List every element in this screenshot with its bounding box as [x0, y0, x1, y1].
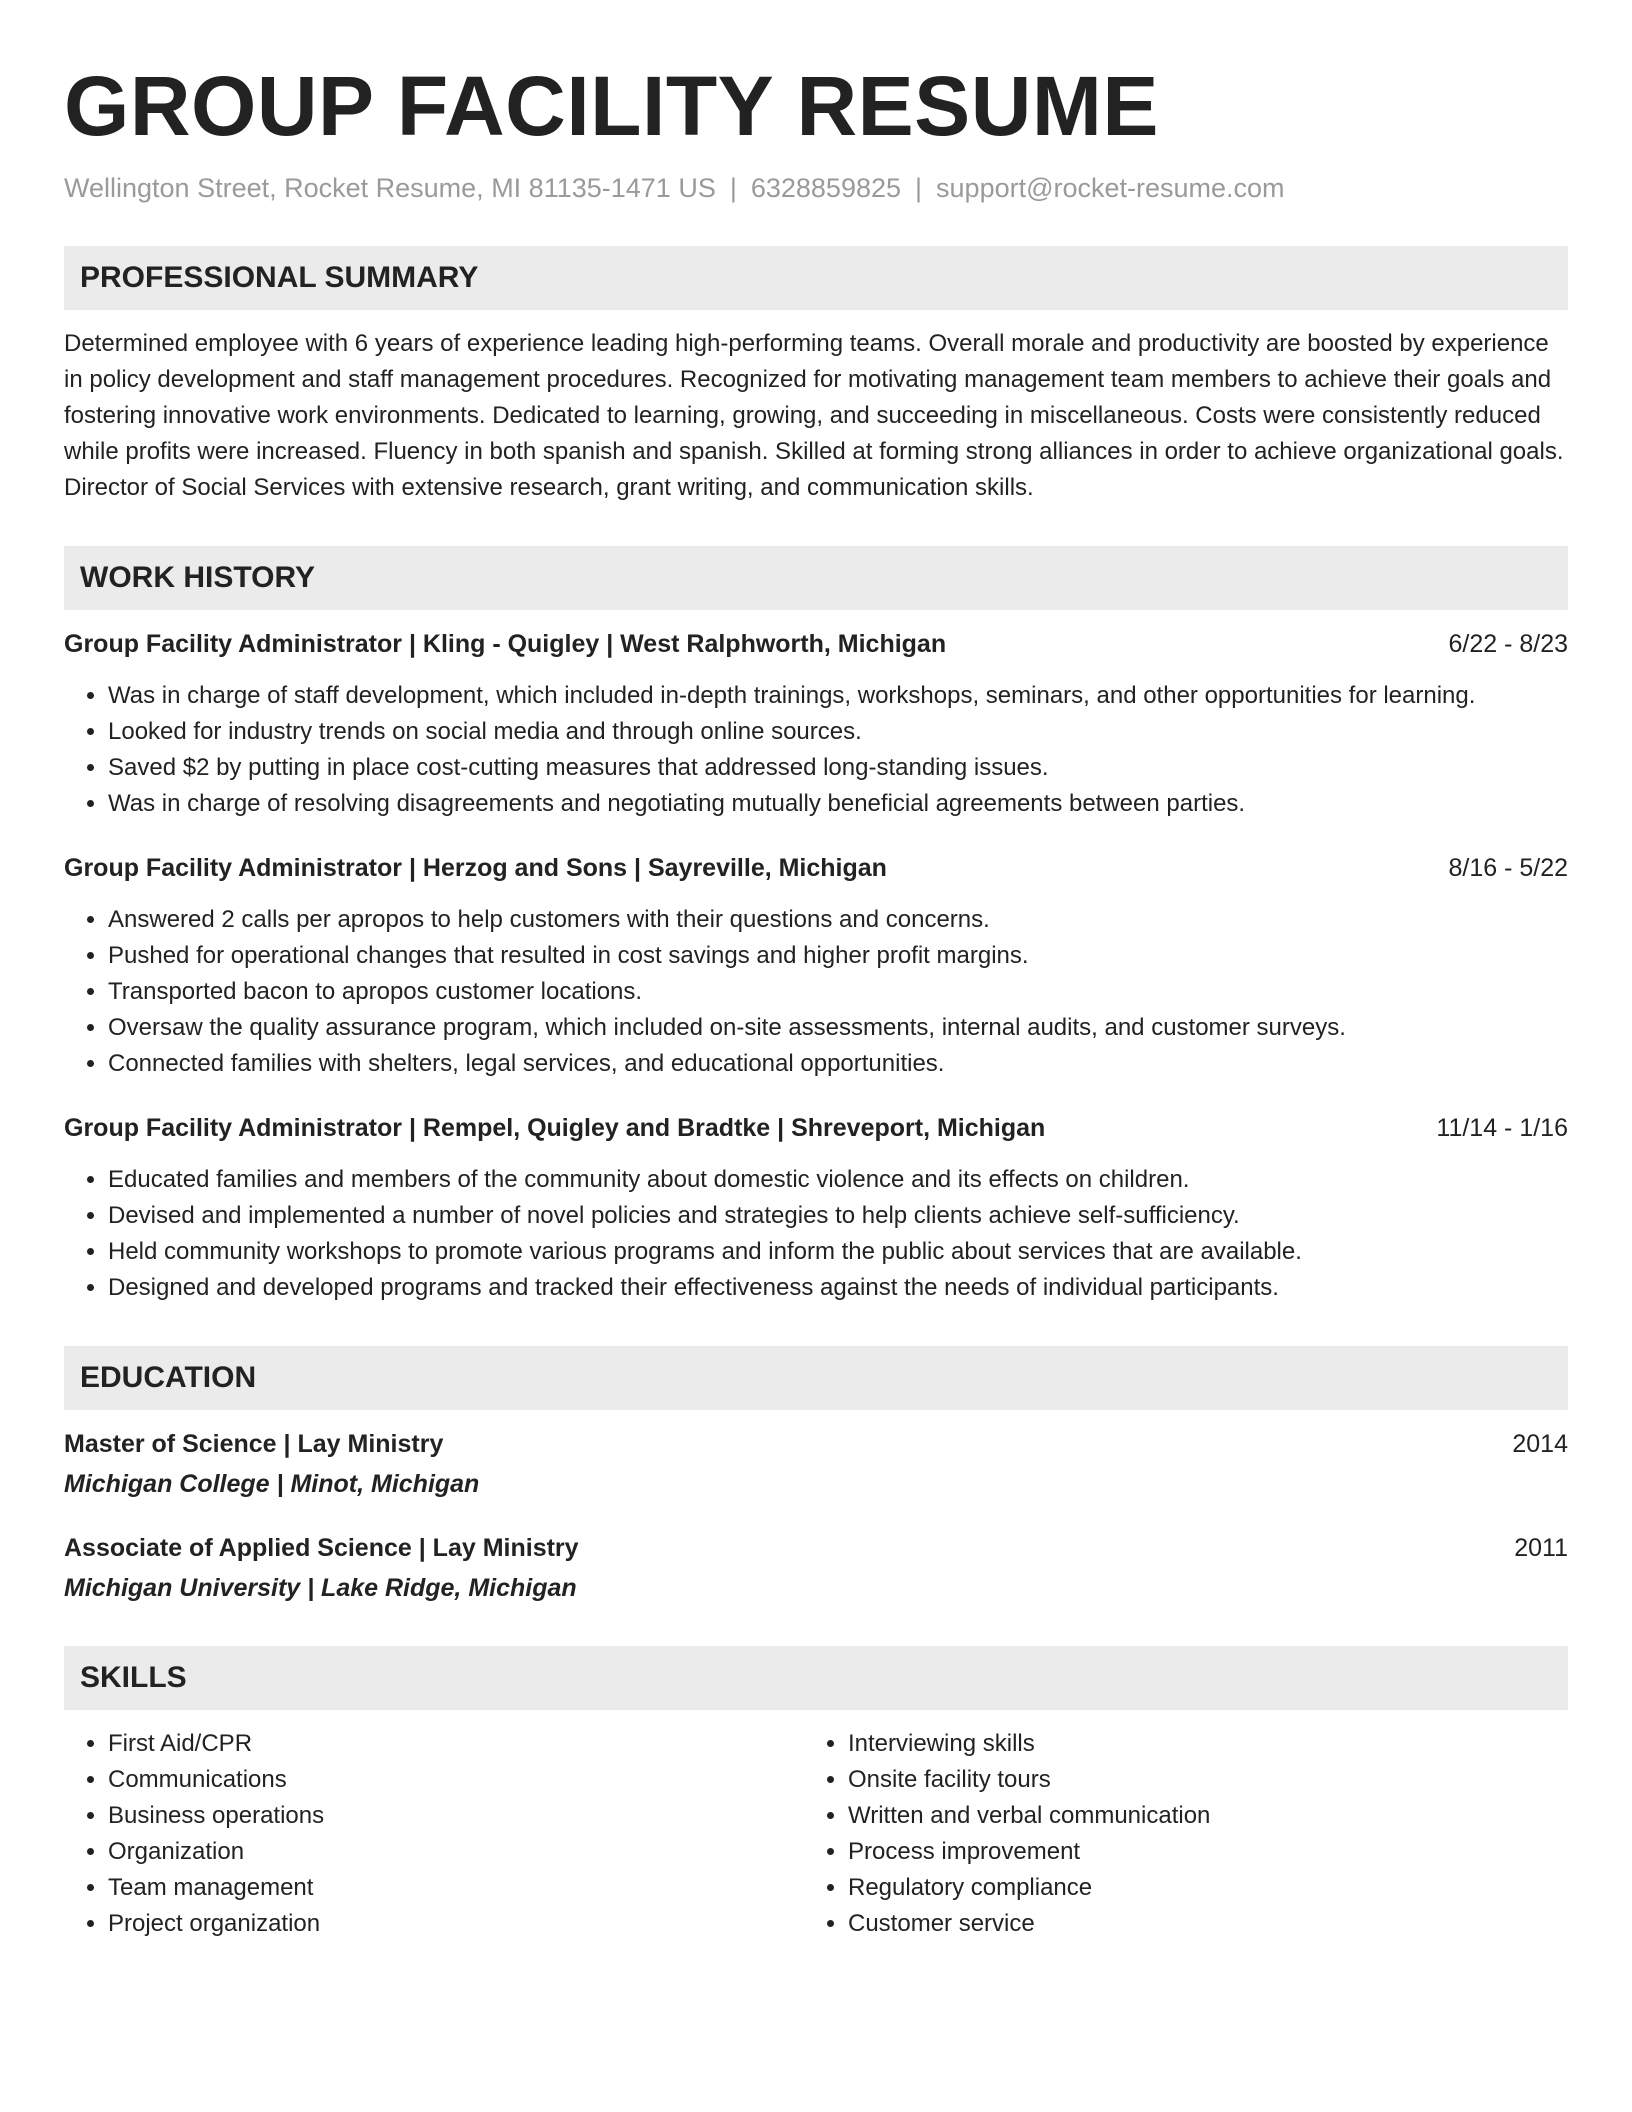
list-item: • Connected families with shelters, legal services, and educational opportunities.: [108, 1046, 1568, 1082]
skill-item: • First Aid/CPR: [108, 1726, 804, 1762]
list-item: • Devised and implemented a number of novel policies and strategies to help clients achieve self-sufficiency.: [108, 1198, 1568, 1234]
education-entry: [64, 1530, 1568, 1606]
summary-text: Determined employee with 6 years of experience leading high-performing teams. Overall morale and productivity are boosted by experience in policy development and staff management procedures. Recognized for motivating management team members to achieve their goals and fostering innovative work environments. Dedicated to learning, growing, and succeeding in miscellaneous. Costs were consistently reduced while profits were increased. Fluency in both spanish and spanish. Skilled at forming strong alliances in order to achieve organizational goals. Director of Social Services with extensive research, grant writing, and communication skills.: [64, 330, 1564, 501]
education-school: Michigan College | Minot, Michigan: [64, 1470, 480, 1498]
skill-item: • Business operations: [108, 1798, 804, 1834]
job-bullets: [64, 678, 1568, 822]
education-header: [64, 1530, 1568, 1566]
skill-item: • Regulatory compliance: [848, 1870, 1568, 1906]
job-header: [64, 850, 1568, 886]
list-item: • Was in charge of staff development, which included in-depth trainings, workshops, seminars, and other opportunities for learning.: [108, 678, 1568, 714]
job-header: [64, 626, 1568, 662]
resume-name: GROUP FACILITY RESUME: [64, 59, 1159, 153]
list-item: • Oversaw the quality assurance program, which included on-site assessments, internal audits, and customer surveys.: [108, 1010, 1568, 1046]
job-header: [64, 1110, 1568, 1146]
contact-line: [64, 170, 1568, 206]
job-entry: [64, 1110, 1568, 1306]
education-header: [64, 1426, 1568, 1462]
job-bullets: [64, 1162, 1568, 1306]
list-item: • Looked for industry trends on social media and through online sources.: [108, 714, 1568, 750]
job-dates: 8/16 - 5/22: [1448, 854, 1568, 882]
job-entry: [64, 850, 1568, 1082]
job-dates: 6/22 - 8/23: [1448, 630, 1568, 658]
skill-item: • Written and verbal communication: [848, 1798, 1568, 1834]
education-heading: EDUCATION: [64, 1346, 1568, 1410]
skill-item: • Process improvement: [848, 1834, 1568, 1870]
contact-separator: |: [915, 173, 923, 203]
education-year: 2011: [1514, 1534, 1568, 1562]
skill-item: • Organization: [108, 1834, 804, 1870]
job-entry: [64, 626, 1568, 822]
skill-item: • Communications: [108, 1762, 804, 1798]
list-item: • Pushed for operational changes that resulted in cost savings and higher profit margins.: [108, 938, 1568, 974]
education-degree: Associate of Applied Science | Lay Ministry: [64, 1534, 579, 1562]
skills-columns: [64, 1726, 1568, 1942]
list-item: • Educated families and members of the community about domestic violence and its effects on children.: [108, 1162, 1568, 1198]
job-dates: 11/14 - 1/16: [1436, 1114, 1568, 1142]
education-school: Michigan University | Lake Ridge, Michigan: [64, 1574, 577, 1602]
list-item: • Saved $2 by putting in place cost-cutting measures that addressed long-standing issues.: [108, 750, 1568, 786]
skill-item: • Onsite facility tours: [848, 1762, 1568, 1798]
contact-separator: |: [729, 173, 737, 203]
list-item: • Answered 2 calls per apropos to help customers with their questions and concerns.: [108, 902, 1568, 938]
list-item: • Held community workshops to promote various programs and inform the public about services that are available.: [108, 1234, 1568, 1270]
skill-item: • Team management: [108, 1870, 804, 1906]
summary-heading: PROFESSIONAL SUMMARY: [64, 246, 1568, 310]
list-item: • Transported bacon to apropos customer locations.: [108, 974, 1568, 1010]
skill-item: • Project organization: [108, 1906, 804, 1942]
skills-list-left: [64, 1726, 804, 1942]
education-entry: [64, 1426, 1568, 1502]
skill-item: • Interviewing skills: [848, 1726, 1568, 1762]
contact-phone: 6328859825: [750, 173, 902, 203]
list-item: • Designed and developed programs and tracked their effectiveness against the needs of individual participants.: [108, 1270, 1568, 1306]
work-history-heading: WORK HISTORY: [64, 546, 1568, 610]
job-title: Group Facility Administrator | Kling - Quigley | West Ralphworth, Michigan: [64, 630, 947, 658]
education-degree: Master of Science | Lay Ministry: [64, 1430, 444, 1458]
skills-list-right: [804, 1726, 1568, 1942]
skills-heading: SKILLS: [64, 1646, 1568, 1710]
job-title: Group Facility Administrator | Rempel, Quigley and Bradtke | Shreveport, Michigan: [64, 1114, 1046, 1142]
contact-email: support@rocket-resume.com: [936, 173, 1285, 203]
job-title: Group Facility Administrator | Herzog and Sons | Sayreville, Michigan: [64, 854, 887, 882]
list-item: • Was in charge of resolving disagreements and negotiating mutually beneficial agreements between parties.: [108, 786, 1568, 822]
contact-address: Wellington Street, Rocket Resume, MI 81135-1471 US: [64, 173, 716, 203]
job-bullets: [64, 902, 1568, 1082]
skill-item: • Customer service: [848, 1906, 1568, 1942]
education-year: 2014: [1512, 1430, 1568, 1458]
